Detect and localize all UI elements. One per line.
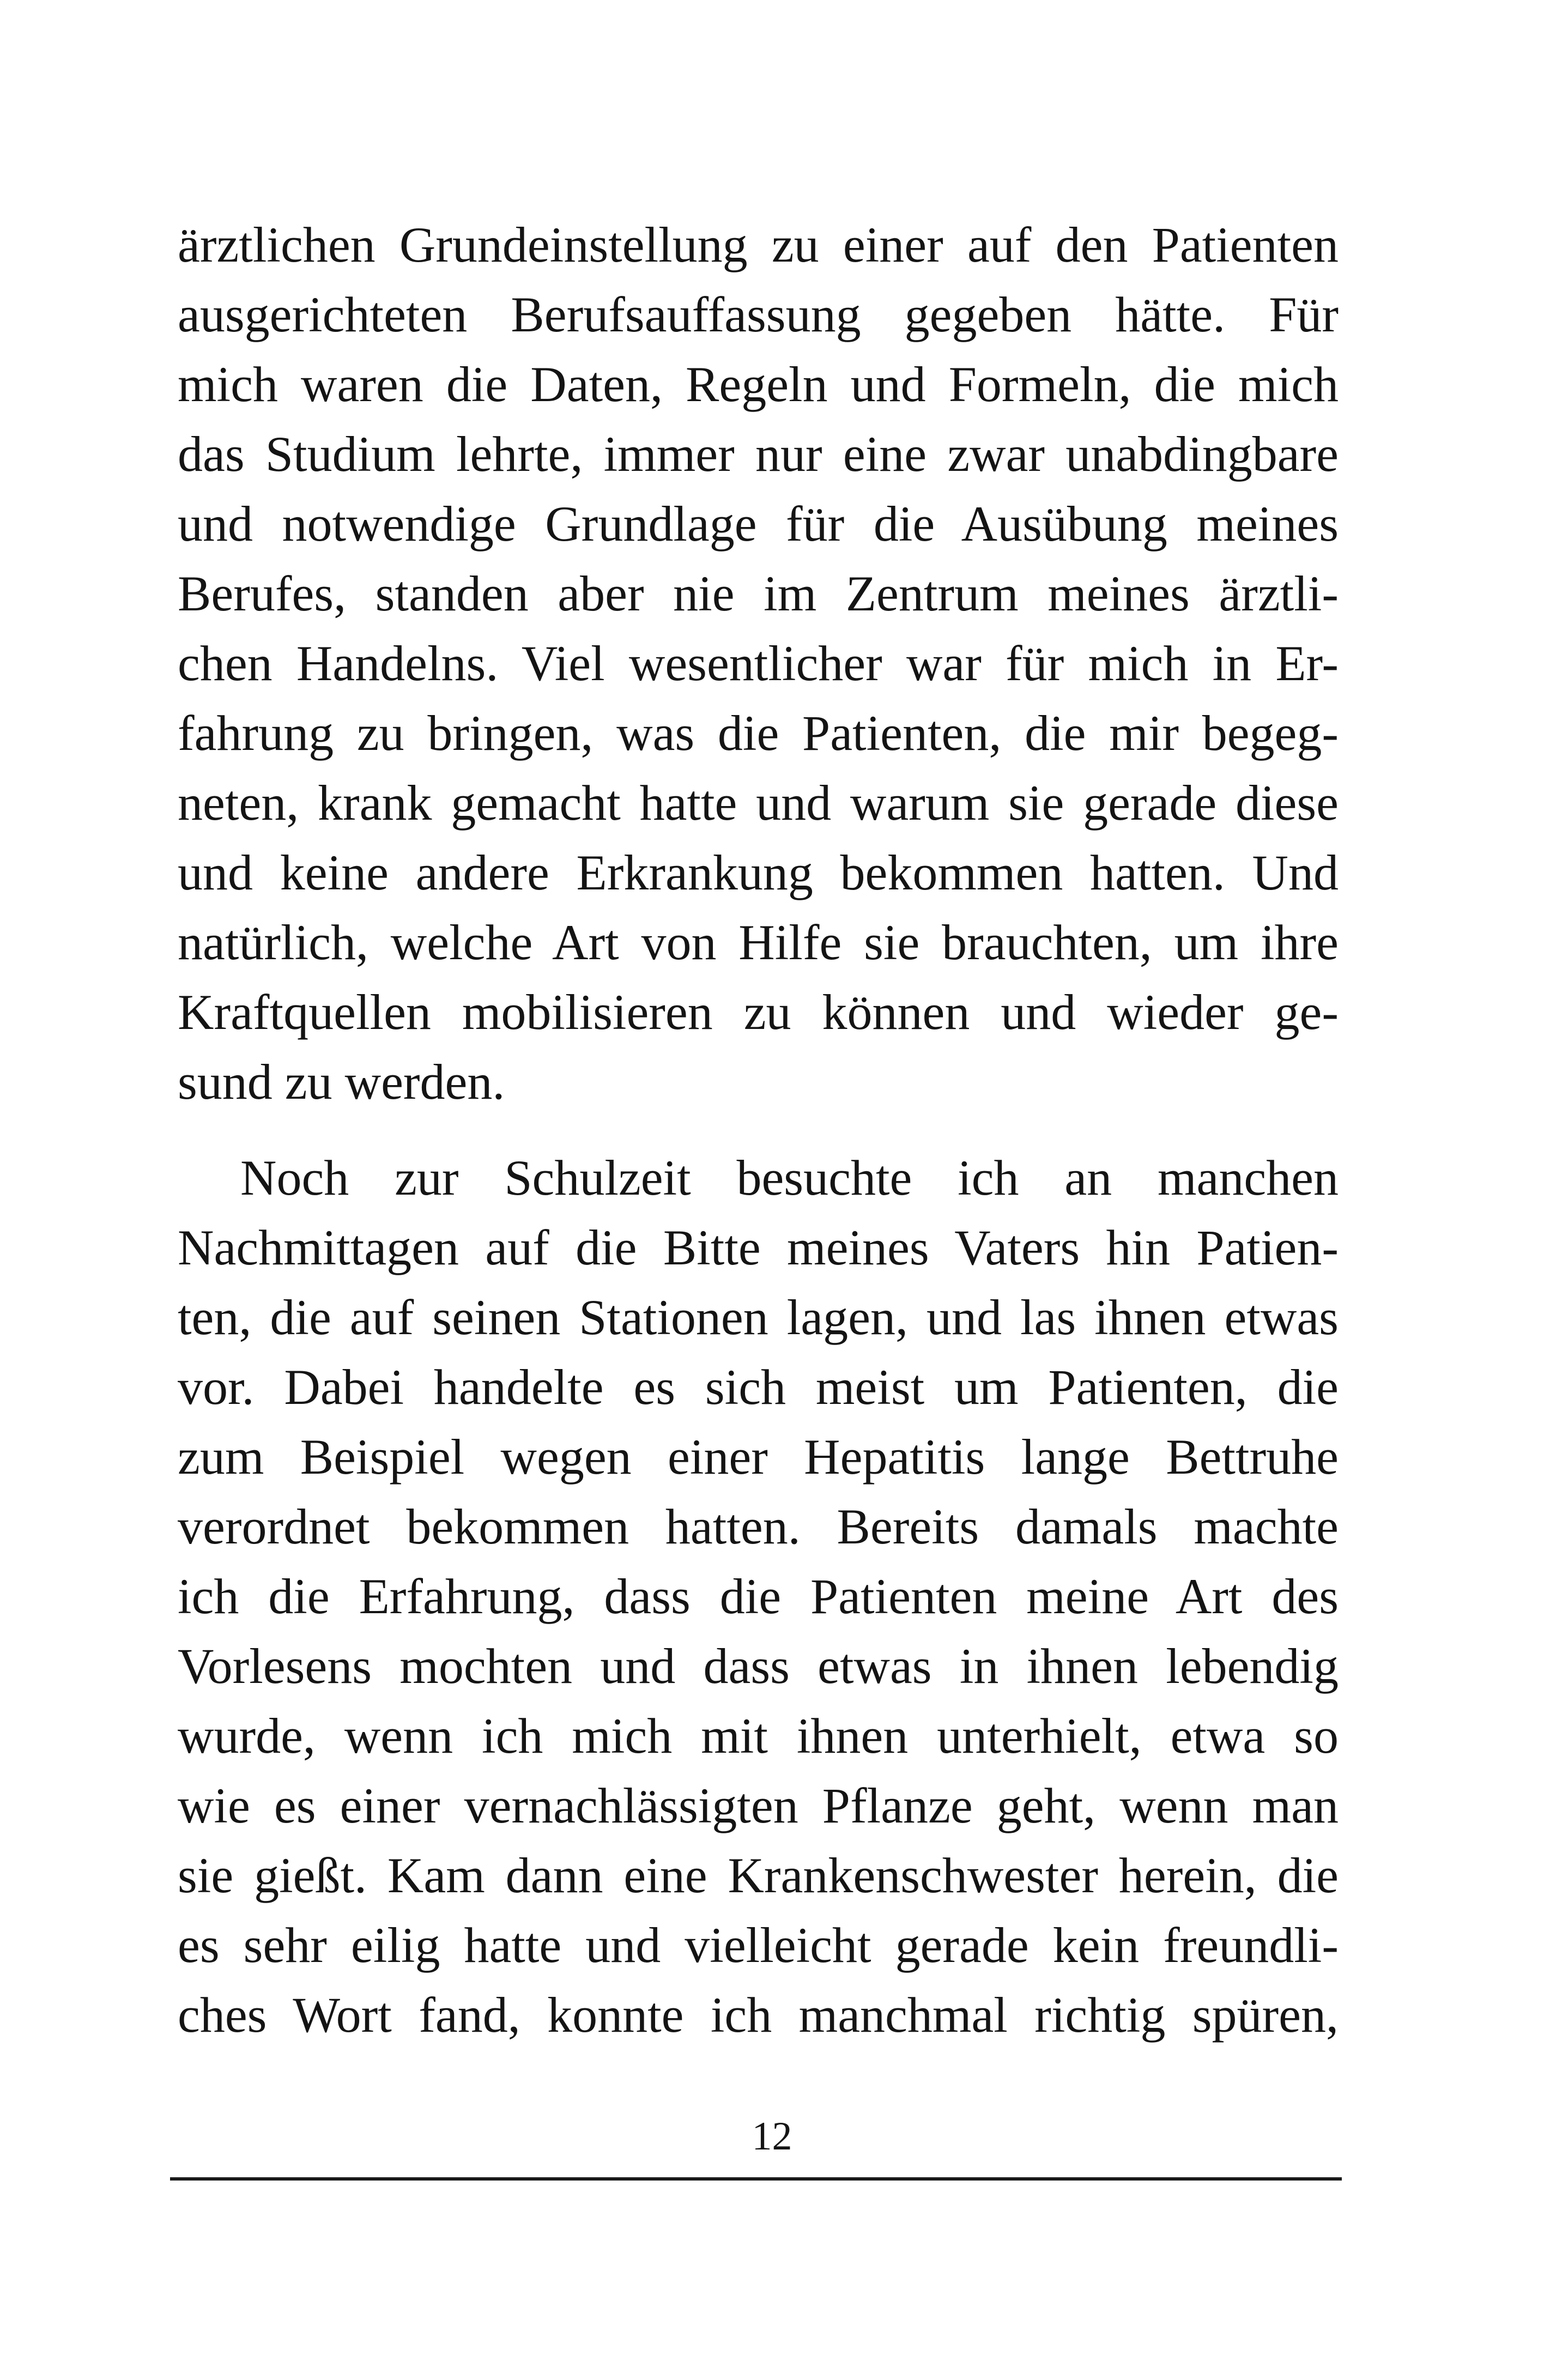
text-line: natürlich, welche Art von Hilfe sie brauchten, um ihre [178, 915, 1339, 970]
paragraph-spacer [178, 1117, 1339, 1143]
text-line: ausgerichteten Berufsauffassung gegeben hätte. Für [178, 287, 1339, 342]
paragraph-1 [178, 210, 1339, 1117]
text-line: Kraftquellen mobilisieren zu können und wieder ge- [178, 984, 1339, 1040]
text-line: und notwendige Grundlage für die Ausübung meines [178, 496, 1339, 552]
text-line: wurde, wenn ich mich mit ihnen unterhielt, etwa so [178, 1708, 1339, 1764]
text-line: ten, die auf seinen Stationen lagen, und las ihnen etwas [178, 1289, 1339, 1345]
footer-rule [170, 2177, 1342, 2181]
paragraph-2 [178, 1143, 1339, 2050]
text-line: zum Beispiel wegen einer Hepatitis lange Bettruhe [178, 1429, 1339, 1485]
text-line: wie es einer vernachlässigten Pflanze geht, wenn man [178, 1778, 1339, 1833]
text-line: Nachmittagen auf die Bitte meines Vaters hin Patien- [178, 1220, 1339, 1275]
text-line: verordnet bekommen hatten. Bereits damals machte [178, 1499, 1339, 1554]
text-line: chen Handelns. Viel wesentlicher war für mich in Er- [178, 635, 1339, 691]
text-line: ches Wort fand, konnte ich manchmal richtig spüren, [178, 1987, 1339, 2043]
text-line: und keine andere Erkrankung bekommen hatten. Und [178, 845, 1339, 900]
text-line: das Studium lehrte, immer nur eine zwar unabdingbare [178, 426, 1339, 482]
page-number: 12 [752, 2114, 792, 2159]
text-line: sund zu werden. [178, 1054, 505, 1110]
text-line: ich die Erfahrung, dass die Patienten meine Art des [178, 1569, 1339, 1624]
text-line: es sehr eilig hatte und vielleicht gerade kein freundli- [178, 1917, 1339, 1973]
text-line: Berufes, standen aber nie im Zentrum meines ärztli- [178, 566, 1339, 621]
text-line: Vorlesens mochten und dass etwas in ihnen lebendig [178, 1638, 1339, 1694]
text-line: neten, krank gemacht hatte und warum sie gerade diese [178, 775, 1339, 831]
text-line: Noch zur Schulzeit besuchte ich an manchen [240, 1150, 1339, 1206]
text-line: fahrung zu bringen, was die Patienten, die mir begeg- [178, 705, 1339, 761]
text-line: mich waren die Daten, Regeln und Formeln, die mich [178, 356, 1339, 412]
text-line: sie gießt. Kam dann eine Krankenschwester herein, die [178, 1848, 1339, 1903]
text-line: vor. Dabei handelte es sich meist um Patienten, die [178, 1359, 1339, 1415]
text-line: ärztlichen Grundeinstellung zu einer auf den Patienten [178, 217, 1339, 272]
body-text [178, 210, 1339, 2050]
